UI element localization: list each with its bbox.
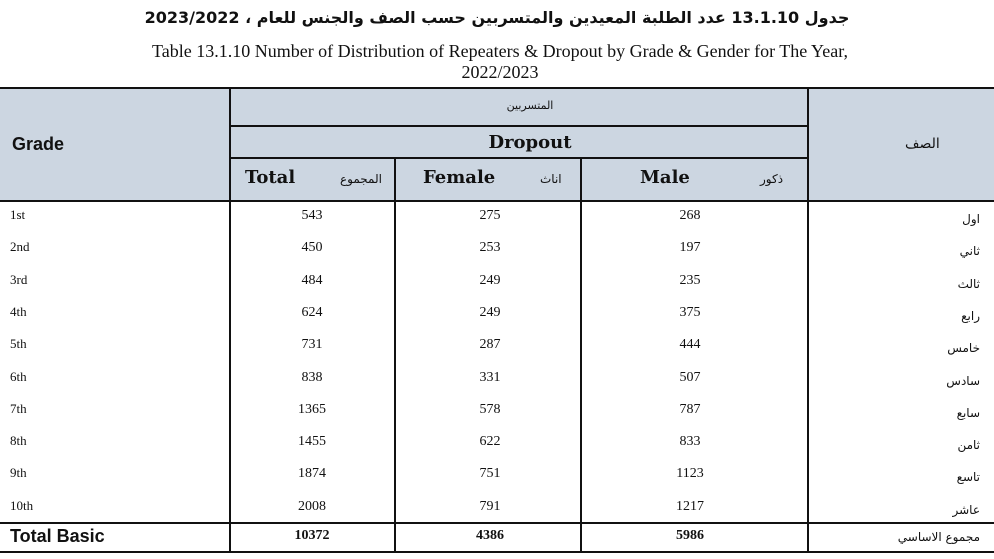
row-grade: 8th [10, 433, 27, 448]
header-male: Male [640, 167, 690, 188]
title-english-line2: 2022/2023 [461, 62, 539, 82]
row-male: 787 [679, 402, 701, 417]
header-grade: Grade [12, 134, 65, 154]
row-grade-arabic: ثامن [957, 438, 980, 452]
row-total: 484 [301, 273, 323, 288]
row-male: 833 [679, 434, 701, 449]
dropout-subheader-divider [230, 157, 808, 159]
row-grade-arabic: خامس [947, 341, 980, 355]
row-male: 375 [679, 305, 701, 320]
header-total: Total [245, 167, 296, 188]
row-female: 249 [479, 305, 501, 320]
header-dropout: Dropout [488, 132, 572, 153]
header-grade-arabic: الصف [905, 136, 940, 152]
row-grade-arabic: ثاني [959, 244, 980, 258]
row-male: 1123 [676, 466, 704, 481]
row-female: 622 [479, 434, 501, 449]
title-english-line1: Table 13.1.10 Number of Distribution of Repeaters & Dropout by Grade & Gender for The Year, [151, 41, 849, 61]
row-grade-arabic: سادس [946, 374, 980, 388]
header-dropout-arabic: المتسربين [506, 99, 554, 112]
row-grade: 2nd [10, 239, 30, 254]
row-grade: 9th [10, 465, 27, 480]
col-divider-female [580, 158, 582, 552]
row-grade-arabic: اول [962, 212, 980, 226]
title-english [40, 41, 960, 83]
col-divider-grade [229, 88, 231, 552]
row-grade: 4th [10, 304, 27, 319]
row-female: 791 [479, 499, 501, 514]
row-grade-arabic: تاسع [956, 470, 980, 484]
row-female: 249 [479, 273, 501, 288]
row-grade: 5th [10, 336, 27, 351]
row-grade: 7th [10, 401, 27, 416]
row-male: 235 [679, 273, 701, 288]
header-total-arabic: المجموع [340, 172, 382, 186]
row-grade-arabic: سابع [956, 406, 980, 420]
row-female: 751 [479, 466, 501, 481]
row-grade-arabic: عاشر [952, 503, 980, 517]
table-bottom-border [0, 551, 994, 553]
row-female: 275 [479, 208, 501, 223]
row-total: 731 [301, 337, 323, 352]
header-male-arabic: ذكور [760, 172, 784, 186]
row-grade: 10th [10, 498, 34, 513]
row-male: 444 [679, 337, 701, 352]
table-top-border [0, 87, 994, 89]
col-divider-total [394, 158, 396, 552]
row-total: 450 [301, 240, 323, 255]
row-grade-arabic: ثالث [957, 277, 980, 291]
row-female: 253 [479, 240, 501, 255]
col-divider-male [807, 88, 809, 552]
row-total: 1455 [298, 434, 326, 449]
header-bottom-border [0, 200, 994, 202]
row-female: 287 [479, 337, 501, 352]
total-row-male: 5986 [676, 528, 704, 543]
row-grade: 3rd [10, 272, 28, 287]
total-row-label: Total Basic [10, 526, 105, 546]
row-male: 1217 [676, 499, 704, 514]
row-male: 268 [679, 208, 701, 223]
row-grade-arabic: رابع [961, 309, 980, 323]
row-grade: 1st [10, 207, 26, 222]
row-total: 624 [301, 305, 323, 320]
total-row-female: 4386 [476, 528, 504, 543]
row-male: 507 [679, 370, 701, 385]
row-grade: 6th [10, 369, 27, 384]
row-total: 2008 [298, 499, 326, 514]
row-female: 331 [479, 370, 501, 385]
row-total: 838 [301, 370, 323, 385]
total-row-top-border [0, 522, 994, 524]
header-female-arabic: اناث [540, 172, 562, 186]
row-total: 543 [301, 208, 323, 223]
row-male: 197 [679, 240, 701, 255]
row-female: 578 [479, 402, 501, 417]
title-arabic: جدول 13.1.10 عدد الطلبة المعيدين والمتسربين حسب الصف والجنس للعام ، 2023/2022 [144, 8, 850, 27]
header-female: Female [423, 167, 496, 188]
total-row-total: 10372 [294, 528, 330, 543]
row-total: 1365 [298, 402, 326, 417]
row-total: 1874 [298, 466, 326, 481]
total-row-label-arabic: مجموع الاساسي [897, 530, 980, 544]
dropout-title-divider [230, 125, 808, 127]
